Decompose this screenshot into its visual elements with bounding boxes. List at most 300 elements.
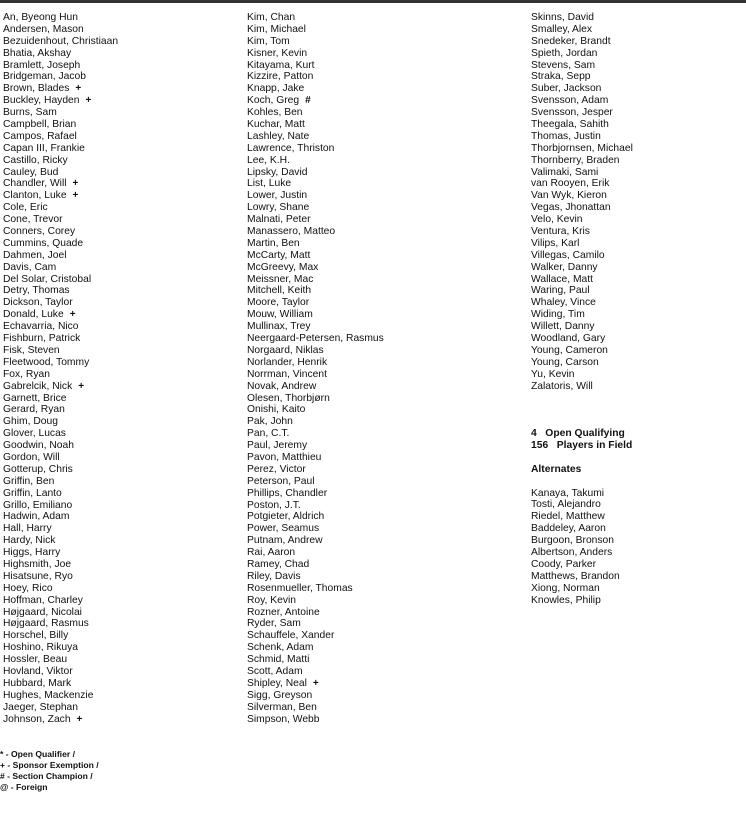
- player-name: Schmid, Matti: [247, 654, 310, 666]
- player-name: Cone, Trevor: [3, 214, 63, 226]
- player-entry: [3, 654, 118, 666]
- player-name: Knapp, Jake: [247, 83, 305, 95]
- player-name: Roy, Kevin: [247, 594, 297, 606]
- player-list-3: [531, 12, 633, 393]
- player-entry: [3, 143, 118, 155]
- open-qualifying-count: 4 Open Qualifying: [531, 427, 625, 439]
- alternate-entry: Burgoon, Bronson: [531, 535, 615, 547]
- player-entry: [3, 357, 118, 369]
- player-entry: [3, 107, 118, 119]
- player-entry: [531, 333, 633, 345]
- player-name: Lower, Justin: [247, 190, 308, 202]
- player-entry: [247, 523, 384, 535]
- alternate-entry: Matthews, Brandon: [531, 570, 620, 582]
- player-name: Gerard, Ryan: [3, 404, 65, 416]
- player-entry: [247, 642, 384, 654]
- exemption-mark: +: [72, 190, 79, 202]
- player-name: van Rooyen, Erik: [531, 178, 610, 190]
- player-entry: [531, 297, 633, 309]
- player-entry: [247, 547, 384, 559]
- player-entry: [247, 559, 384, 571]
- exemption-mark: +: [72, 178, 79, 190]
- player-entry: [247, 48, 384, 60]
- player-name: Griffin, Lanto: [3, 487, 62, 499]
- player-entry: [531, 357, 633, 369]
- player-name: Hardy, Nick: [3, 535, 56, 547]
- player-entry: [531, 238, 633, 250]
- player-entry: [531, 381, 633, 393]
- player-name: Chandler, Will: [3, 178, 67, 190]
- player-name: Willett, Danny: [531, 321, 595, 333]
- player-entry: [3, 476, 118, 488]
- player-entry: [3, 95, 118, 107]
- player-name: Simpson, Webb: [247, 713, 320, 725]
- player-name: An, Byeong Hun: [3, 12, 78, 23]
- player-entry: [247, 714, 384, 726]
- player-name: Shipley, Neal: [247, 677, 307, 689]
- player-entry: [247, 357, 384, 369]
- player-entry: [531, 119, 633, 131]
- player-name: Smalley, Alex: [531, 23, 593, 35]
- player-name: Fishburn, Patrick: [3, 333, 81, 345]
- player-name: Cole, Eric: [3, 202, 48, 214]
- player-name: Velo, Kevin: [531, 214, 583, 226]
- player-name: Hall, Harry: [3, 523, 52, 535]
- player-entry: [3, 464, 118, 476]
- player-name: Hubbard, Mark: [3, 677, 72, 689]
- player-name: Malnati, Peter: [247, 214, 311, 226]
- player-name: Riley, Davis: [247, 570, 301, 582]
- player-entry: [531, 285, 633, 297]
- player-name: Van Wyk, Kieron: [531, 190, 607, 202]
- player-name: McGreevy, Max: [247, 261, 319, 273]
- player-name: Manassero, Matteo: [247, 226, 336, 238]
- player-entry: [247, 654, 384, 666]
- player-name: Cauley, Bud: [3, 166, 59, 178]
- player-entry: [531, 214, 633, 226]
- player-name: Whaley, Vince: [531, 297, 596, 309]
- player-name: Poston, J.T.: [247, 499, 301, 511]
- player-entry: [247, 250, 384, 262]
- player-name: Campbell, Brian: [3, 119, 77, 131]
- player-name: Hoey, Rico: [3, 582, 53, 594]
- player-entry: [531, 321, 633, 333]
- players-in-field-count: 156 Players in Field: [531, 439, 633, 451]
- player-name: Kisner, Kevin: [247, 47, 308, 59]
- player-column-2: [247, 12, 384, 725]
- player-entry: [3, 607, 118, 619]
- player-name: Silverman, Ben: [247, 701, 317, 713]
- player-entry: [247, 178, 384, 190]
- player-name: Yu, Kevin: [531, 368, 575, 380]
- player-name: Novak, Andrew: [247, 380, 317, 392]
- player-entry: [3, 666, 118, 678]
- player-entry: [531, 309, 633, 321]
- player-entry: [3, 369, 118, 381]
- player-entry: [247, 12, 384, 24]
- player-name: Kim, Tom: [247, 35, 290, 47]
- player-entry: [3, 131, 118, 143]
- player-entry: [531, 71, 633, 83]
- player-name: Highsmith, Joe: [3, 558, 72, 570]
- player-name: Higgs, Harry: [3, 547, 61, 559]
- player-entry: [247, 214, 384, 226]
- player-entry: [247, 321, 384, 333]
- player-name: Hadwin, Adam: [3, 511, 70, 523]
- exemption-mark: +: [69, 309, 76, 321]
- player-name: Woodland, Gary: [531, 333, 606, 345]
- player-entry: [3, 630, 118, 642]
- player-name: Widing, Tim: [531, 309, 585, 321]
- player-entry: [247, 24, 384, 36]
- player-name: Hoffman, Charley: [3, 594, 83, 606]
- player-entry: [3, 452, 118, 464]
- player-name: Hossler, Beau: [3, 654, 68, 666]
- player-entry: [531, 12, 633, 24]
- player-name: Straka, Sepp: [531, 71, 591, 83]
- player-name: Griffin, Ben: [3, 475, 55, 487]
- player-entry: [247, 345, 384, 357]
- player-name: Rozner, Antoine: [247, 606, 320, 618]
- player-entry: [3, 36, 118, 48]
- player-entry: [247, 476, 384, 488]
- player-name: Olesen, Thorbjørn: [247, 392, 330, 404]
- player-name: Sigg, Greyson: [247, 689, 313, 701]
- player-entry: [247, 131, 384, 143]
- player-entry: [247, 226, 384, 238]
- player-name: Mitchell, Keith: [247, 285, 312, 297]
- player-entry: [531, 369, 633, 381]
- player-name: Kuchar, Matt: [247, 119, 305, 131]
- player-entry: [531, 131, 633, 143]
- player-name: Kim, Michael: [247, 23, 306, 35]
- player-entry: [531, 226, 633, 238]
- player-name: Thomas, Justin: [531, 130, 601, 142]
- player-name: Moore, Taylor: [247, 297, 310, 309]
- player-entry: [3, 190, 118, 202]
- player-entry: [247, 297, 384, 309]
- player-entry: [247, 666, 384, 678]
- player-entry: [3, 83, 118, 95]
- player-entry: [531, 143, 633, 155]
- player-entry: [531, 155, 633, 167]
- player-entry: [247, 202, 384, 214]
- player-name: Brown, Blades: [3, 83, 70, 95]
- player-name: Lashley, Nate: [247, 130, 310, 142]
- player-entry: [531, 262, 633, 274]
- player-entry: [531, 36, 633, 48]
- alternate-entry: Knowles, Philip: [531, 594, 601, 606]
- legend-open-qualifier: * - Open Qualifier /: [0, 749, 75, 759]
- player-entry: [247, 452, 384, 464]
- player-name: Lowry, Shane: [247, 202, 310, 214]
- player-entry: [247, 119, 384, 131]
- player-entry: [3, 60, 118, 72]
- player-name: Koch, Greg: [247, 95, 300, 107]
- player-entry: [247, 583, 384, 595]
- player-column-3: [531, 12, 633, 606]
- alternate-entry: Tosti, Alejandro: [531, 499, 601, 511]
- player-name: Bridgeman, Jacob: [3, 71, 86, 83]
- player-name: Peterson, Paul: [247, 475, 315, 487]
- legend-sponsor-exemption: + - Sponsor Exemption /: [0, 760, 99, 770]
- player-name: Kizzire, Patton: [247, 71, 314, 83]
- player-name: Rosenmueller, Thomas: [247, 582, 353, 594]
- player-name: Højgaard, Nicolai: [3, 606, 82, 618]
- player-entry: [3, 559, 118, 571]
- player-name: Scott, Adam: [247, 665, 303, 677]
- player-name: Mullinax, Trey: [247, 321, 311, 333]
- player-entry: [3, 416, 118, 428]
- player-name: Potgieter, Aldrich: [247, 511, 325, 523]
- player-entry: [3, 333, 118, 345]
- alternate-entry: Albertson, Anders: [531, 546, 613, 558]
- alternate-entry: Coody, Parker: [531, 558, 597, 570]
- player-entry: [3, 262, 118, 274]
- player-entry: [247, 143, 384, 155]
- player-entry: [3, 393, 118, 405]
- player-name: Pan, C.T.: [247, 428, 290, 440]
- player-name: Stevens, Sam: [531, 59, 596, 71]
- player-entry: [3, 618, 118, 630]
- player-entry: [3, 690, 118, 702]
- player-entry: [3, 119, 118, 131]
- player-entry: [3, 345, 118, 357]
- player-name: Ventura, Kris: [531, 226, 590, 238]
- player-entry: [247, 607, 384, 619]
- player-entry: [247, 678, 384, 690]
- exemption-mark: +: [85, 95, 92, 107]
- alternate-entry: Kanaya, Takumi: [531, 487, 605, 499]
- player-entry: [3, 274, 118, 286]
- player-name: Vilips, Karl: [531, 237, 580, 249]
- player-entry: [531, 250, 633, 262]
- player-name: Clanton, Luke: [3, 190, 67, 202]
- player-name: Ramey, Chad: [247, 558, 310, 570]
- player-entry: [247, 464, 384, 476]
- player-entry: [247, 274, 384, 286]
- exemption-mark: +: [76, 713, 83, 725]
- player-name: Snedeker, Brandt: [531, 35, 611, 47]
- spacer: [531, 393, 633, 428]
- player-entry: [247, 416, 384, 428]
- player-entry: [3, 428, 118, 440]
- player-name: Cummins, Quade: [3, 237, 84, 249]
- player-name: Spieth, Jordan: [531, 47, 598, 59]
- player-name: Højgaard, Rasmus: [3, 618, 89, 630]
- player-name: Martin, Ben: [247, 237, 300, 249]
- player-name: Lee, K.H.: [247, 154, 290, 166]
- player-name: Bramlett, Joseph: [3, 59, 81, 71]
- player-name: Goodwin, Noah: [3, 440, 74, 452]
- player-name: Fox, Ryan: [3, 368, 50, 380]
- player-name: Pak, John: [247, 416, 293, 428]
- player-name: Wallace, Matt: [531, 273, 593, 285]
- player-entry: [3, 48, 118, 60]
- exemption-mark: +: [312, 677, 319, 689]
- player-entry: [247, 167, 384, 179]
- player-entry: [3, 702, 118, 714]
- player-name: Grillo, Emiliano: [3, 499, 73, 511]
- player-entry: [247, 83, 384, 95]
- player-name: Waring, Paul: [531, 285, 590, 297]
- player-name: Del Solar, Cristobal: [3, 273, 92, 285]
- player-entry: [247, 393, 384, 405]
- player-entry: [3, 511, 118, 523]
- alternate-entry: Xiong, Norman: [531, 582, 600, 594]
- alternate-entry: Riedel, Matthew: [531, 511, 605, 523]
- player-entry: [247, 440, 384, 452]
- player-entry: [3, 321, 118, 333]
- player-name: Power, Seamus: [247, 523, 320, 535]
- alternate-entry: Baddeley, Aaron: [531, 523, 606, 535]
- player-name: Villegas, Camilo: [531, 249, 605, 261]
- player-entry: [247, 571, 384, 583]
- player-entry: [247, 511, 384, 523]
- player-name: Schauffele, Xander: [247, 630, 335, 642]
- exemption-mark: #: [305, 95, 311, 107]
- player-name: Phillips, Chandler: [247, 487, 328, 499]
- player-name: Lawrence, Thriston: [247, 142, 335, 154]
- player-name: Thornberry, Braden: [531, 154, 620, 166]
- player-entry: [247, 333, 384, 345]
- player-entry: [247, 428, 384, 440]
- player-entry: [247, 238, 384, 250]
- player-name: Vegas, Jhonattan: [531, 202, 611, 214]
- player-entry: [3, 571, 118, 583]
- player-entry: [3, 714, 118, 726]
- player-entry: [247, 618, 384, 630]
- player-name: Thorbjornsen, Michael: [531, 142, 633, 154]
- player-entry: [3, 202, 118, 214]
- player-name: Neergaard-Petersen, Rasmus: [247, 333, 384, 345]
- player-entry: [3, 381, 118, 393]
- player-name: Young, Carson: [531, 356, 599, 368]
- player-entry: [247, 60, 384, 72]
- player-name: Zalatoris, Will: [531, 380, 593, 392]
- player-entry: [247, 190, 384, 202]
- player-name: Bhatia, Akshay: [3, 47, 72, 59]
- player-name: Rai, Aaron: [247, 547, 296, 559]
- player-entry: [531, 107, 633, 119]
- player-name: Walker, Danny: [531, 261, 598, 273]
- player-name: Gotterup, Chris: [3, 463, 73, 475]
- player-name: Fisk, Steven: [3, 344, 60, 356]
- player-name: Jaeger, Stephan: [3, 701, 78, 713]
- player-entry: [3, 178, 118, 190]
- player-entry: [3, 12, 118, 24]
- player-entry: [3, 488, 118, 500]
- exemption-mark: +: [75, 83, 82, 95]
- player-name: Meissner, Mac: [247, 273, 314, 285]
- player-entry: [3, 155, 118, 167]
- player-entry: [3, 309, 118, 321]
- player-name: Dickson, Taylor: [3, 297, 73, 309]
- player-entry: [3, 535, 118, 547]
- player-name: Castillo, Ricky: [3, 154, 68, 166]
- player-name: Detry, Thomas: [3, 285, 70, 297]
- player-entry: [3, 523, 118, 535]
- player-entry: [531, 345, 633, 357]
- player-name: Ryder, Sam: [247, 618, 301, 630]
- player-name: Hisatsune, Ryo: [3, 570, 73, 582]
- player-entry: [531, 60, 633, 72]
- player-name: Capan III, Frankie: [3, 142, 85, 154]
- player-entry: [3, 583, 118, 595]
- player-name: Onishi, Kaito: [247, 404, 306, 416]
- player-entry: [247, 107, 384, 119]
- player-entry: [247, 702, 384, 714]
- player-entry: [531, 95, 633, 107]
- player-name: Donald, Luke: [3, 309, 64, 321]
- alternates-heading: Alternates: [531, 463, 582, 475]
- player-entry: [3, 24, 118, 36]
- player-entry: [3, 250, 118, 262]
- player-entry: [247, 500, 384, 512]
- player-name: Gordon, Will: [3, 451, 60, 463]
- player-entry: [3, 547, 118, 559]
- player-entry: [247, 262, 384, 274]
- player-name: Johnson, Zach: [3, 713, 71, 725]
- player-entry: [247, 71, 384, 83]
- legend: [0, 749, 99, 793]
- player-name: Dahmen, Joel: [3, 249, 67, 261]
- top-rule: [0, 0, 746, 3]
- player-entry: [3, 214, 118, 226]
- player-entry: [531, 190, 633, 202]
- player-name: Hoshino, Rikuya: [3, 642, 78, 654]
- player-name: Kitayama, Kurt: [247, 59, 315, 71]
- player-name: Kim, Chan: [247, 12, 296, 23]
- player-entry: [3, 238, 118, 250]
- player-entry: [531, 167, 633, 179]
- player-entry: [3, 297, 118, 309]
- player-entry: [247, 36, 384, 48]
- player-name: Hovland, Viktor: [3, 665, 73, 677]
- player-name: Garnett, Brice: [3, 392, 67, 404]
- player-name: Schenk, Adam: [247, 642, 314, 654]
- player-entry: [247, 404, 384, 416]
- player-name: Ghim, Doug: [3, 416, 58, 428]
- player-entry: [3, 404, 118, 416]
- player-name: Norlander, Henrik: [247, 356, 328, 368]
- player-entry: [247, 381, 384, 393]
- player-name: Young, Cameron: [531, 344, 608, 356]
- player-name: Buckley, Hayden: [3, 95, 80, 107]
- alternates-list: [531, 488, 633, 607]
- player-name: Burns, Sam: [3, 107, 57, 119]
- player-name: McCarty, Matt: [247, 249, 311, 261]
- player-name: Suber, Jackson: [531, 83, 602, 95]
- player-name: Davis, Cam: [3, 261, 57, 273]
- player-name: Pavon, Matthieu: [247, 451, 322, 463]
- player-entry: [531, 202, 633, 214]
- player-column-1: [3, 12, 118, 725]
- player-name: Gabrelcik, Nick: [3, 380, 73, 392]
- legend-section-champion: # - Section Champion /: [0, 771, 93, 781]
- player-entry: [3, 595, 118, 607]
- player-name: Norgaard, Niklas: [247, 344, 324, 356]
- player-name: Conners, Corey: [3, 226, 76, 238]
- legend-foreign: @ - Foreign: [0, 782, 48, 792]
- player-entry: [531, 178, 633, 190]
- player-entry: [531, 24, 633, 36]
- player-name: Fleetwood, Tommy: [3, 356, 90, 368]
- player-entry: [3, 500, 118, 512]
- player-entry: [247, 369, 384, 381]
- player-entry: [3, 71, 118, 83]
- player-entry: [3, 285, 118, 297]
